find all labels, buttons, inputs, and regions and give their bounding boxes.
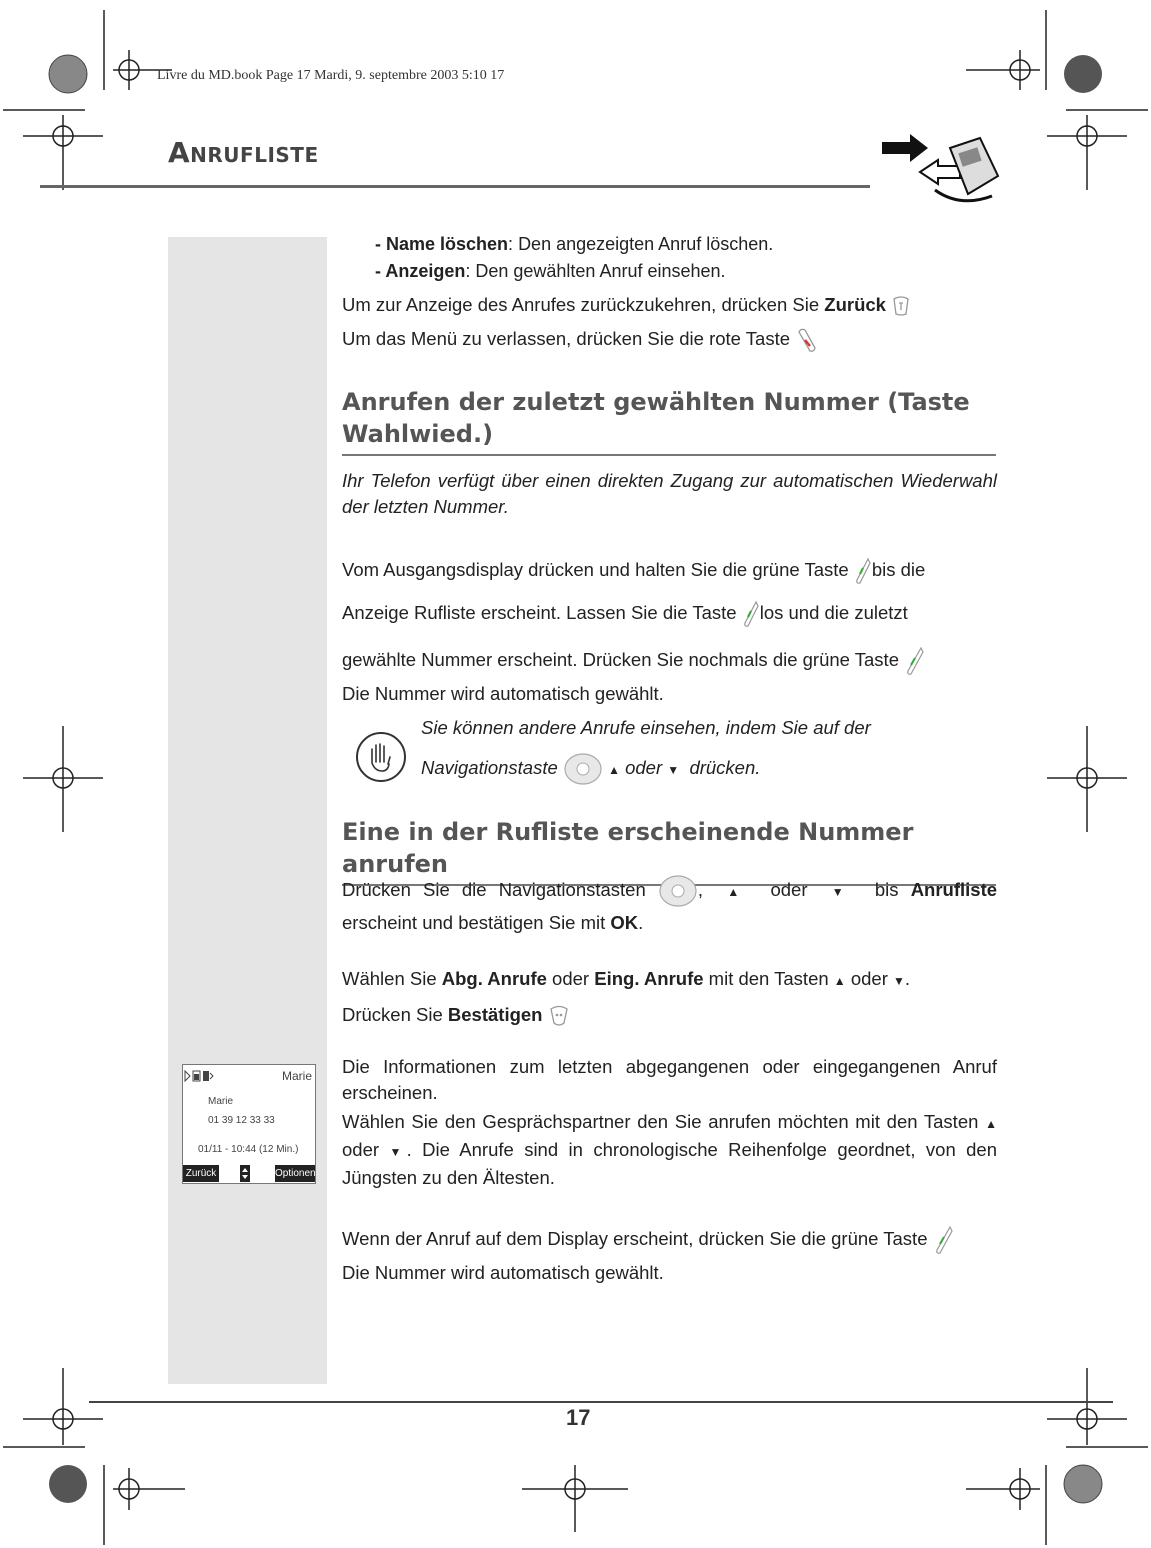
- title-underline: [40, 185, 870, 188]
- redial-intro: Ihr Telefon verfügt über einen direkten Zugang zur automatischen Wiederwahl der letzten Nummer.: [342, 470, 997, 517]
- display-contact-name: Marie: [208, 1096, 234, 1107]
- navigation-key-icon: [658, 874, 698, 908]
- option-label: - Anzeigen: [375, 261, 466, 281]
- up-arrow-icon: ▲: [727, 885, 747, 899]
- file-info-header: Livre du MD.book Page 17 Mardi, 9. septembre 2003 5:10 17: [157, 68, 505, 83]
- green-call-key-icon: [904, 645, 926, 677]
- hand-note-icon: [355, 731, 407, 783]
- down-arrow-icon: ▼: [389, 1145, 407, 1159]
- call-list-paragraph-5: Wenn der Anruf auf dem Display erscheint, drücken Sie die grüne Taste Die Nummer wird automatisch gewählt.: [342, 1224, 997, 1286]
- scroll-indicator-icon: [240, 1165, 250, 1182]
- note-line-1: Sie können andere Anrufe einsehen, indem Sie auf der: [421, 717, 871, 738]
- call-list-paragraph-1: Drücken Sie die Navigationstasten , ▲ oder ▼ bis Anrufliste erscheint und bestätigen Sie mit OK.: [342, 872, 997, 936]
- green-call-key-icon: [742, 599, 760, 629]
- section-heading-call-from-list: Eine in der Rufliste erscheinende Nummer anrufen: [342, 816, 996, 886]
- option-text: Den gewählten Anruf einsehen.: [475, 261, 726, 281]
- softkey-options: Optionen: [275, 1165, 315, 1182]
- intro-paragraph: Um zur Anzeige des Anrufes zurückzukehren, drücken Sie Zurück Um das Menü zu verlassen, drücken Sie die rote Taste: [342, 292, 997, 354]
- back-key-label: Zurück: [824, 294, 886, 315]
- redial-paragraph: Vom Ausgangsdisplay drücken und halten Sie die grüne Taste bis die Anzeige Rufliste erscheint. Lassen Sie die Taste los und die zuletzt gewählte Nummer erscheint. Drücken Sie nochmals die grüne Taste Die Nummer wird automatisch gewählt.: [342, 556, 997, 707]
- back-key-icon: [891, 295, 911, 317]
- confirm-key-icon: [548, 1004, 570, 1028]
- page-number: 17: [566, 1405, 591, 1430]
- up-arrow-icon: ▲: [608, 762, 620, 777]
- call-list-paragraph-3: Die Informationen zum letzten abgegangenen oder eingegangenen Anruf erscheinen.: [342, 1056, 997, 1103]
- display-contact-top: Marie: [281, 1069, 312, 1083]
- green-call-key-icon: [933, 1224, 955, 1256]
- navigation-key-icon: [563, 752, 603, 786]
- page-title: Anrufliste: [168, 136, 319, 169]
- option-label: - Name löschen: [375, 234, 509, 254]
- down-arrow-icon: ▼: [831, 885, 851, 899]
- footer-rule: [89, 1401, 1113, 1403]
- call-list-chapter-icon: [880, 128, 1005, 210]
- list-item: - Anzeigen: Den gewählten Anruf einsehen.: [375, 261, 726, 281]
- margin-sidebar: [168, 237, 327, 1384]
- down-arrow-icon: ▼: [667, 762, 680, 777]
- option-list: [375, 231, 773, 285]
- phone-display-illustration: [182, 1064, 316, 1184]
- green-call-key-icon: [854, 556, 872, 586]
- display-call-datetime: 01/11 - 10:44 (12 Min.): [198, 1144, 299, 1155]
- option-text: Den angezeigten Anruf löschen.: [518, 234, 774, 254]
- red-end-key-icon: [795, 326, 819, 354]
- section-heading-redial: Anrufen der zuletzt gewählten Nummer (Taste Wahlwied.): [342, 386, 996, 456]
- softkey-back: Zurück: [183, 1165, 219, 1182]
- status-icons: [184, 1069, 214, 1083]
- display-phone-number: 01 39 12 33 33: [208, 1115, 275, 1126]
- down-arrow-icon: ▼: [893, 974, 905, 988]
- call-list-paragraph-4: Wählen Sie den Gesprächspartner den Sie anrufen möchten mit den Tasten ▲ oder ▼. Die Anrufe sind in chronologische Reihenfolge geordnet, von den Jüngsten zu den Ältesten.: [342, 1111, 998, 1188]
- list-item: - Name löschen: Den angezeigten Anruf löschen.: [375, 234, 774, 254]
- note-line-2: Navigationstaste ▲ oder ▼ drücken.: [421, 752, 760, 786]
- up-arrow-icon: ▲: [985, 1117, 997, 1131]
- up-arrow-icon: ▲: [833, 974, 846, 988]
- call-list-paragraph-2: Wählen Sie Abg. Anrufe oder Eing. Anrufe mit den Tasten ▲ oder ▼. Drücken Sie Bestätigen: [342, 966, 997, 1028]
